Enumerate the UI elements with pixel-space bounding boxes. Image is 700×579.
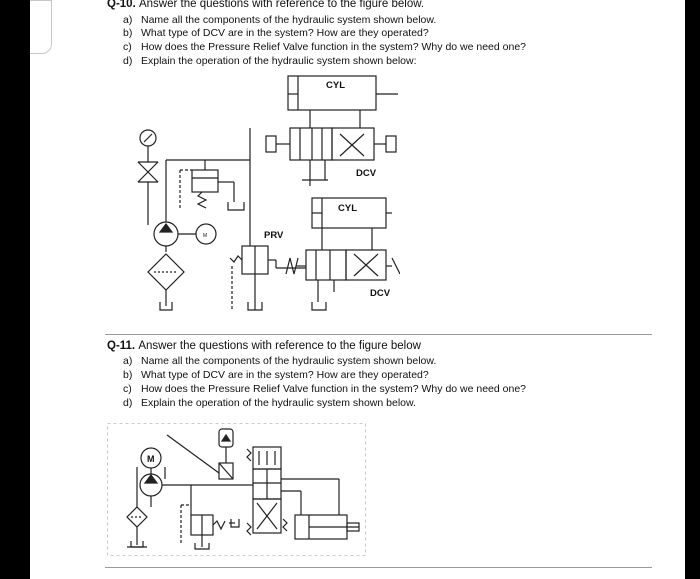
prv: [230, 230, 284, 310]
divider-2: [105, 567, 652, 568]
pump: [137, 467, 211, 507]
cylinder: [295, 515, 359, 539]
q11-item-d: d) Explain the operation of the hydraulic system shown below.: [123, 397, 416, 409]
document-page: [30, 0, 685, 579]
q10-number: Q-10.: [107, 0, 136, 10]
q11-number: Q-11.: [107, 340, 136, 352]
dcv-stack: [247, 447, 339, 535]
filter: [127, 507, 147, 547]
q10-item-b: b) What type of DCV are in the system? How are they operated?: [123, 27, 429, 39]
divider-1: [105, 334, 652, 335]
svg-text:M: M: [203, 233, 208, 239]
q10-item-d: d) Explain the operation of the hydraulic system shown below:: [123, 55, 417, 67]
relief-valve: [181, 485, 239, 549]
accumulator: [167, 429, 247, 485]
q10-item-a: a) Name all the components of the hydraulic system shown below.: [123, 14, 437, 26]
bottom-dcv: [276, 250, 400, 310]
figure-frame: [108, 424, 366, 556]
bottom-cylinder: [312, 198, 392, 250]
top-cylinder: [288, 76, 398, 122]
label-cyl-bottom: CYL: [338, 203, 357, 214]
label-dcv-top: DCV: [356, 168, 377, 179]
side-tab[interactable]: [30, 0, 52, 54]
label-cyl-top: CYL: [326, 80, 345, 91]
motor: [141, 448, 161, 475]
q11-item-b: b) What type of DCV are in the system? How are they operated?: [123, 369, 429, 381]
q11-item-c: c) How does the Pressure Relief Valve function in the system? Why do we need one?: [123, 383, 527, 395]
q11-title: Answer the questions with reference to the figure below: [138, 340, 421, 352]
left-components: [138, 128, 290, 310]
label-dcv-bottom: DCV: [370, 288, 391, 299]
q10-item-c: c) How does the Pressure Relief Valve function in the system? Why do we need one?: [123, 41, 527, 53]
q10-heading: [107, 0, 424, 10]
label-motor: M: [147, 454, 155, 464]
q11-item-a: a) Name all the components of the hydraulic system shown below.: [123, 355, 437, 367]
q10-title: Answer the questions with reference to the figure below.: [138, 0, 425, 10]
q10-hydraulic-diagram: [100, 70, 400, 320]
label-prv: PRV: [264, 230, 284, 241]
q11-hydraulic-diagram: [107, 423, 372, 557]
left-relief-valve: [180, 160, 250, 210]
q11-heading: [107, 340, 421, 352]
top-dcv: [266, 122, 396, 186]
